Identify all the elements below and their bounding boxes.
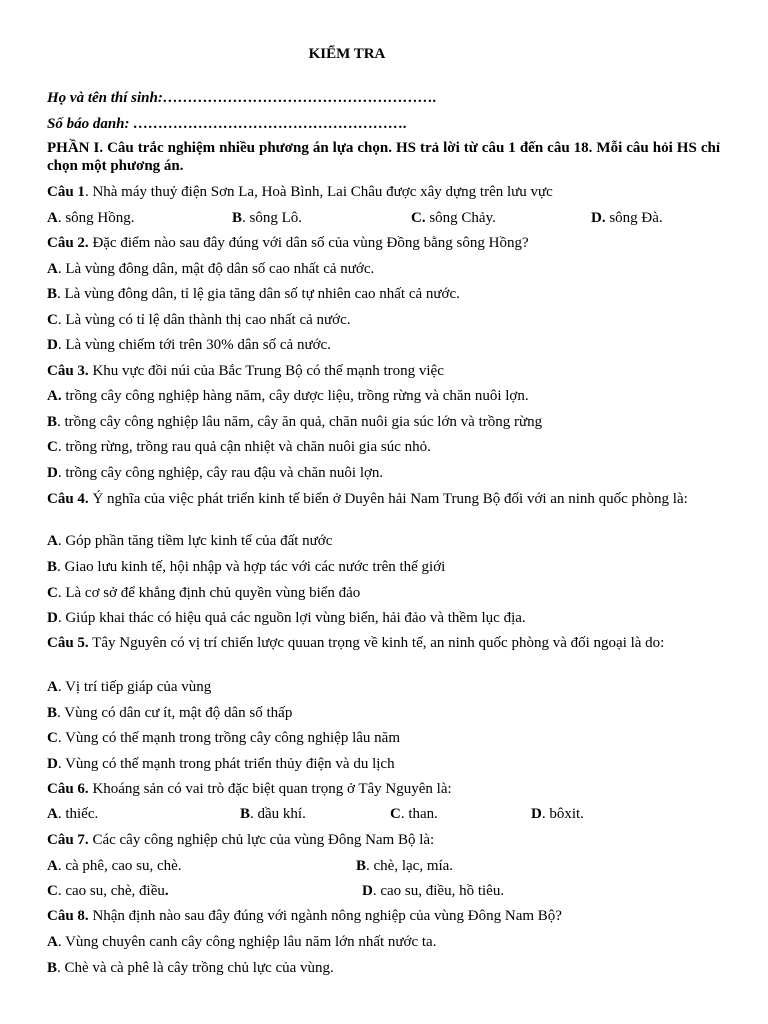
question-number: Câu 6. <box>47 781 89 797</box>
q3-option-d <box>47 464 720 482</box>
option-key: D <box>47 756 58 772</box>
q5-option-a <box>47 678 720 696</box>
option-text: . Vùng có thế mạnh trong trồng cây công nghiệp lâu năm <box>57 730 400 746</box>
option-key: D <box>47 610 58 626</box>
option-key: C <box>47 312 58 328</box>
q4-option-a <box>47 532 720 550</box>
option-text: . trồng cây công nghiệp, cây rau đậu và chăn nuôi lợn. <box>57 465 384 481</box>
option-key: D <box>47 337 58 353</box>
option-key: C. <box>411 210 426 226</box>
question-number: Câu 4. <box>47 491 89 507</box>
q5-option-d <box>47 755 720 773</box>
option-text: . Vùng có dân cư ít, mật độ dân số thấp <box>57 705 293 721</box>
option-text: sông Đà. <box>605 210 663 226</box>
q6-option-b <box>240 805 306 823</box>
q2-option-d <box>47 336 720 354</box>
question-text: Ý nghĩa của việc phát triển kinh tế biển ở Duyên hải Nam Trung Bộ đối với an ninh quốc phòng là: <box>88 491 688 507</box>
option-key: A <box>47 806 58 822</box>
option-text: . Vùng chuyên canh cây công nghiệp lâu năm lớn nhất nước ta. <box>57 934 437 950</box>
q3-option-c <box>47 438 720 456</box>
option-text: . cà phê, cao su, chè. <box>57 858 182 874</box>
q6-option-d <box>531 805 584 823</box>
option-text: . Là vùng có tỉ lệ dân thành thị cao nhất cả nước. <box>57 312 351 328</box>
option-key: D <box>362 883 373 899</box>
question-text: Tây Nguyên có vị trí chiến lược quuan trọng về kinh tế, an ninh quốc phòng và đối ngoại là do: <box>88 635 665 651</box>
option-key: A <box>47 210 58 226</box>
option-key: C <box>390 806 401 822</box>
q1-option-b <box>232 209 302 227</box>
option-key: B <box>240 806 251 822</box>
question-3 <box>47 362 720 380</box>
question-2 <box>47 234 720 252</box>
question-number: Câu 1 <box>47 184 85 200</box>
q7-option-c <box>47 882 169 900</box>
option-key: C <box>47 883 58 899</box>
option-text: . Là vùng đông dân, tỉ lệ gia tăng dân số tự nhiên cao nhất cả nước. <box>57 286 460 302</box>
student-id-line: Số báo danh: ………………………………………………. <box>47 116 408 132</box>
student-name-line: Họ và tên thí sinh:………………………………………………. <box>47 90 437 106</box>
q3-option-b <box>47 413 720 431</box>
option-text: . sông Hồng. <box>57 210 135 226</box>
question-6 <box>47 780 720 798</box>
option-text: . cao su, điều, hồ tiêu. <box>372 883 505 899</box>
q6-option-a <box>47 805 98 823</box>
option-text: . than. <box>400 806 438 822</box>
question-text: Khu vực đồi núi của Bắc Trung Bộ có thế mạnh trong việc <box>88 363 444 379</box>
option-text: . chè, lạc, mía. <box>366 858 454 874</box>
q7-option-b <box>356 857 453 875</box>
q5-option-c <box>47 729 720 747</box>
option-key: D <box>47 465 58 481</box>
q4-option-c <box>47 584 720 602</box>
page-title: KIỂM TRA <box>308 46 386 62</box>
option-key: A <box>47 533 58 549</box>
question-number: Câu 7. <box>47 832 89 848</box>
option-key: B <box>47 705 58 721</box>
option-text: . Chè và cà phê là cây trồng chủ lực của vùng. <box>57 960 334 976</box>
question-1 <box>47 183 720 201</box>
option-key: D. <box>591 210 606 226</box>
option-text: . Là vùng đông dân, mật độ dân số cao nhất cả nước. <box>57 261 375 277</box>
q7-option-a <box>47 857 182 875</box>
option-key: B <box>47 960 58 976</box>
option-text: . Vị trí tiếp giáp của vùng <box>57 679 212 695</box>
q2-option-b <box>47 285 720 303</box>
option-key: C <box>47 439 58 455</box>
section-heading: PHẦN I. Câu trắc nghiệm nhiều phương án lựa chọn. HS trả lời từ câu 1 đến câu 18. Mỗi câu hỏi HS chỉ chọn một phương án. <box>47 140 720 174</box>
option-text: sông Chảy. <box>425 210 496 226</box>
option-key: C <box>47 585 58 601</box>
option-key: B <box>356 858 367 874</box>
q2-option-c <box>47 311 720 329</box>
question-4 <box>47 490 720 508</box>
question-number: Câu 3. <box>47 363 89 379</box>
option-tail: . <box>164 883 169 899</box>
question-text: . Nhà máy thuỷ điện Sơn La, Hoà Bình, Lai Châu được xây dựng trên lưu vực <box>84 184 553 200</box>
option-text: . Là vùng chiếm tới trên 30% dân số cả nước. <box>57 337 331 353</box>
option-text: . Giúp khai thác có hiệu quả các nguồn lợi vùng biển, hải đảo và thềm lục địa. <box>57 610 526 626</box>
option-key: B <box>47 414 58 430</box>
option-text: . Là cơ sở để khẳng định chủ quyền vùng biển đảo <box>57 585 361 601</box>
question-text: Đặc điểm nào sau đây đúng với dân số của vùng Đồng bằng sông Hồng? <box>88 235 529 251</box>
q6-option-c <box>390 805 438 823</box>
option-text: . cao su, chè, điều <box>57 883 165 899</box>
option-key: A <box>47 858 58 874</box>
question-5 <box>47 634 720 652</box>
option-key: B <box>47 559 58 575</box>
option-key: A <box>47 261 58 277</box>
q3-option-a <box>47 387 720 405</box>
q5-option-b <box>47 704 720 722</box>
option-text: . bôxit. <box>541 806 584 822</box>
option-text: . thiếc. <box>57 806 99 822</box>
option-text: . trồng cây công nghiệp lâu năm, cây ăn quả, chăn nuôi gia súc lớn và trồng rừng <box>57 414 543 430</box>
option-text: . trồng rừng, trồng rau quả cận nhiệt và chăn nuôi gia súc nhỏ. <box>57 439 431 455</box>
option-text: . Giao lưu kinh tế, hội nhập và hợp tác với các nước trên thế giới <box>57 559 446 575</box>
q8-option-b <box>47 959 720 977</box>
question-number: Câu 8. <box>47 908 89 924</box>
option-key: D <box>531 806 542 822</box>
q1-option-d <box>591 209 663 227</box>
option-key: A. <box>47 388 62 404</box>
option-key: A <box>47 679 58 695</box>
option-text: . Vùng có thế mạnh trong phát triển thủy điện và du lịch <box>57 756 395 772</box>
q7-option-d <box>362 882 504 900</box>
question-text: Khoáng sản có vai trò đặc biệt quan trọng ở Tây Nguyên là: <box>88 781 452 797</box>
option-text: . dầu khí. <box>250 806 306 822</box>
option-key: B <box>47 286 58 302</box>
q2-option-a <box>47 260 720 278</box>
question-8 <box>47 907 720 925</box>
question-7 <box>47 831 720 849</box>
question-number: Câu 5. <box>47 635 89 651</box>
q4-option-d <box>47 609 720 627</box>
q1-option-a <box>47 209 135 227</box>
option-key: A <box>47 934 58 950</box>
q8-option-a <box>47 933 720 951</box>
question-number: Câu 2. <box>47 235 89 251</box>
option-text: . sông Lô. <box>242 210 303 226</box>
option-key: C <box>47 730 58 746</box>
question-text: Các cây công nghiệp chủ lực của vùng Đông Nam Bộ là: <box>88 832 435 848</box>
option-text: trồng cây công nghiệp hàng năm, cây dược liệu, trồng rừng và chăn nuôi lợn. <box>61 388 529 404</box>
option-key: B <box>232 210 243 226</box>
option-text: . Góp phần tăng tiềm lực kinh tế của đất nước <box>57 533 333 549</box>
q1-option-c <box>411 209 496 227</box>
q4-option-b <box>47 558 720 576</box>
question-text: Nhận định nào sau đây đúng với ngành nông nghiệp của vùng Đông Nam Bộ? <box>88 908 562 924</box>
